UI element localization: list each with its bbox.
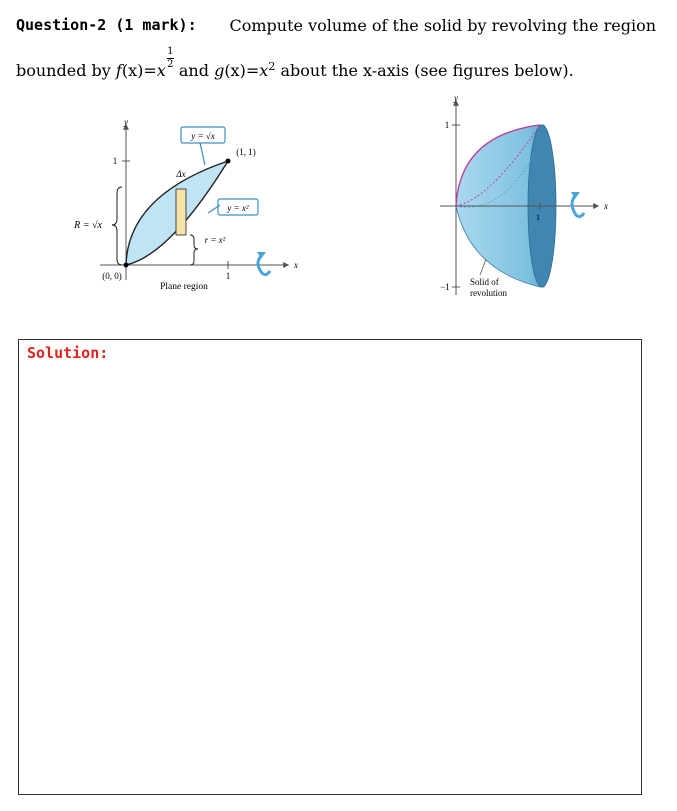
- r-brace: [190, 235, 198, 265]
- R-brace: [112, 187, 122, 265]
- delta-x-label: Δx: [176, 169, 186, 179]
- right-caption-line2: revolution: [470, 288, 507, 298]
- f-exponent: [167, 47, 174, 70]
- question-line1-text: Compute volume of the solid by revolving the region: [229, 16, 656, 35]
- right-x-label: x: [604, 201, 608, 211]
- r-label: r = x²: [204, 235, 226, 245]
- f-arg: (x): [121, 60, 144, 80]
- question-line-2: [16, 47, 656, 84]
- right-caption-line1: Solid of: [470, 277, 499, 287]
- question-line-1: [16, 14, 656, 39]
- left-caption: Plane region: [160, 282, 208, 292]
- g-base: x: [259, 60, 269, 80]
- point-1-1: [226, 159, 231, 164]
- right-y-tick-top-label: 1: [444, 120, 450, 130]
- and-text: and: [178, 60, 209, 80]
- g-eq: =: [245, 60, 260, 80]
- figures-svg: [60, 95, 620, 315]
- f-eq: =: [143, 60, 157, 80]
- g-name: g: [214, 60, 225, 80]
- f-exp-den: 2: [167, 58, 174, 70]
- R-label: R = √x: [74, 220, 102, 231]
- f-base: x: [156, 60, 166, 80]
- question-text: [16, 14, 656, 84]
- g-arg: (x): [224, 60, 246, 80]
- left-y-label: y: [124, 117, 128, 127]
- right-y-label: y: [454, 95, 458, 103]
- f-exp-num: 1: [167, 45, 174, 57]
- callout-sqrt-pointer: [200, 143, 205, 165]
- curve-bottom-label: y = x²: [227, 203, 249, 213]
- g-exponent: 2: [268, 60, 276, 74]
- f-name: f: [115, 60, 122, 80]
- left-y-tick-label: 1: [112, 156, 118, 166]
- point-label: (1, 1): [236, 147, 256, 157]
- solid-figure: [440, 95, 608, 298]
- right-y-tick-bottom-label: −1: [440, 282, 450, 292]
- right-x-tick-label: 1: [536, 213, 540, 222]
- solution-box[interactable]: [18, 339, 642, 795]
- figures-area: [60, 95, 620, 315]
- plane-region-figure: [73, 117, 298, 292]
- question-label: Question-2 (1 mark):: [16, 16, 197, 34]
- origin-label: (0, 0): [102, 271, 122, 281]
- left-x-label: x: [294, 260, 298, 270]
- curve-top-label: y = √x: [191, 131, 215, 141]
- question-tail-text: about the x-axis (see figures below).: [280, 60, 574, 80]
- origin-point: [124, 263, 129, 268]
- left-x-tick-label: 1: [225, 271, 231, 281]
- right-caption-pointer: [480, 259, 486, 275]
- representative-rectangle: [176, 189, 186, 235]
- bounded-by-text: bounded by: [16, 60, 111, 80]
- solution-label: Solution:: [27, 344, 109, 362]
